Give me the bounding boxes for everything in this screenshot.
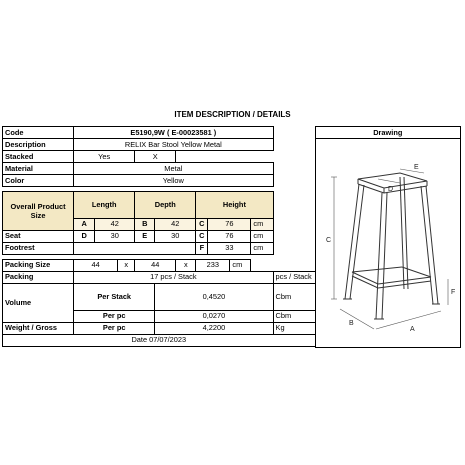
packing-size-unit: cm [230,259,251,271]
weight-unit: Kg [273,322,315,334]
dim-line-e [400,169,424,173]
volume-per-pc-value: 0,0270 [155,310,273,322]
volume-label: Volume [3,283,74,322]
volume-per-pc-unit: Cbm [273,310,315,322]
overall-unit: cm [251,218,273,230]
document-date: Date 07/07/2023 [3,334,316,346]
document-title: ITEM DESCRIPTION / DETAILS [174,110,291,119]
weight-label: Weight / Gross [3,322,74,334]
stacked-label: Stacked [3,151,74,163]
dim-line-b [340,309,374,329]
seat-label: Seat [3,230,74,242]
code-label: Code [3,127,74,139]
material-value: Metal [74,163,273,175]
volume-per-pc-label: Per pc [74,310,155,322]
stool-leg-back [400,177,404,289]
depth-header: Depth [135,192,196,219]
overall-height-key: C [196,218,208,230]
height-header: Height [196,192,273,219]
footrest-unit: cm [251,242,273,254]
drawing-letter-e: E [413,164,419,171]
volume-per-stack-label: Per Stack [74,283,155,310]
dim-line-d [378,179,400,183]
dim-line-a [376,311,441,329]
packing-label: Packing [3,271,74,283]
stacked-yes: Yes [74,151,135,163]
drawing-letter-b: B [348,320,354,327]
seat-length-key: D [74,230,95,242]
drawing-cell [315,139,460,348]
packing-size-x1: x [118,259,135,271]
seat-unit: cm [251,230,273,242]
packing-size-x2: x [176,259,196,271]
seat-height-key: C [196,230,208,242]
seat-length-value: 30 [95,230,135,242]
seat-depth-value: 30 [155,230,196,242]
description-label: Description [3,139,74,151]
footrest-height-key: F [196,242,208,254]
footrest-label: Footrest [3,242,74,254]
material-label: Material [3,163,74,175]
color-value: Yellow [74,175,273,187]
bar-stool-drawing [316,139,461,344]
volume-per-stack-value: 0,4520 [155,283,273,310]
overall-size-label: Overall Product Size [3,192,74,231]
packing-size-c: 233 [196,259,230,271]
packing-size-a: 44 [74,259,118,271]
packing-size-b: 44 [135,259,176,271]
drawing-label: Drawing [315,127,460,139]
spec-table [2,126,461,348]
volume-per-stack-unit: Cbm [273,283,315,310]
seat-depth-key: E [135,230,155,242]
footrest-height-value: 33 [208,242,251,254]
code-value: E5190,9W ( E-00023581 ) [74,127,273,139]
overall-length-value: 42 [95,218,135,230]
packing-unit: pcs / Stack [273,271,315,283]
stool-leg-front [376,193,382,319]
description-value: RELIX Bar Stool Yellow Metal [74,139,273,151]
packing-size-label: Packing Size [3,259,74,271]
stacked-mark: X [135,151,176,163]
weight-per-pc-label: Per pc [74,322,155,334]
color-label: Color [3,175,74,187]
stool-leg-right [426,186,438,304]
overall-height-value: 76 [208,218,251,230]
packing-value: 17 pcs / Stack [74,271,273,283]
drawing-letter-d: D [387,186,393,193]
overall-depth-value: 42 [155,218,196,230]
drawing-letter-a: A [409,326,415,333]
length-header: Length [74,192,135,219]
overall-depth-key: B [135,218,155,230]
weight-value: 4,2200 [155,322,273,334]
drawing-letter-c: C [325,237,331,244]
overall-length-key: A [74,218,95,230]
seat-height-value: 76 [208,230,251,242]
drawing-letter-f: F [450,289,455,296]
